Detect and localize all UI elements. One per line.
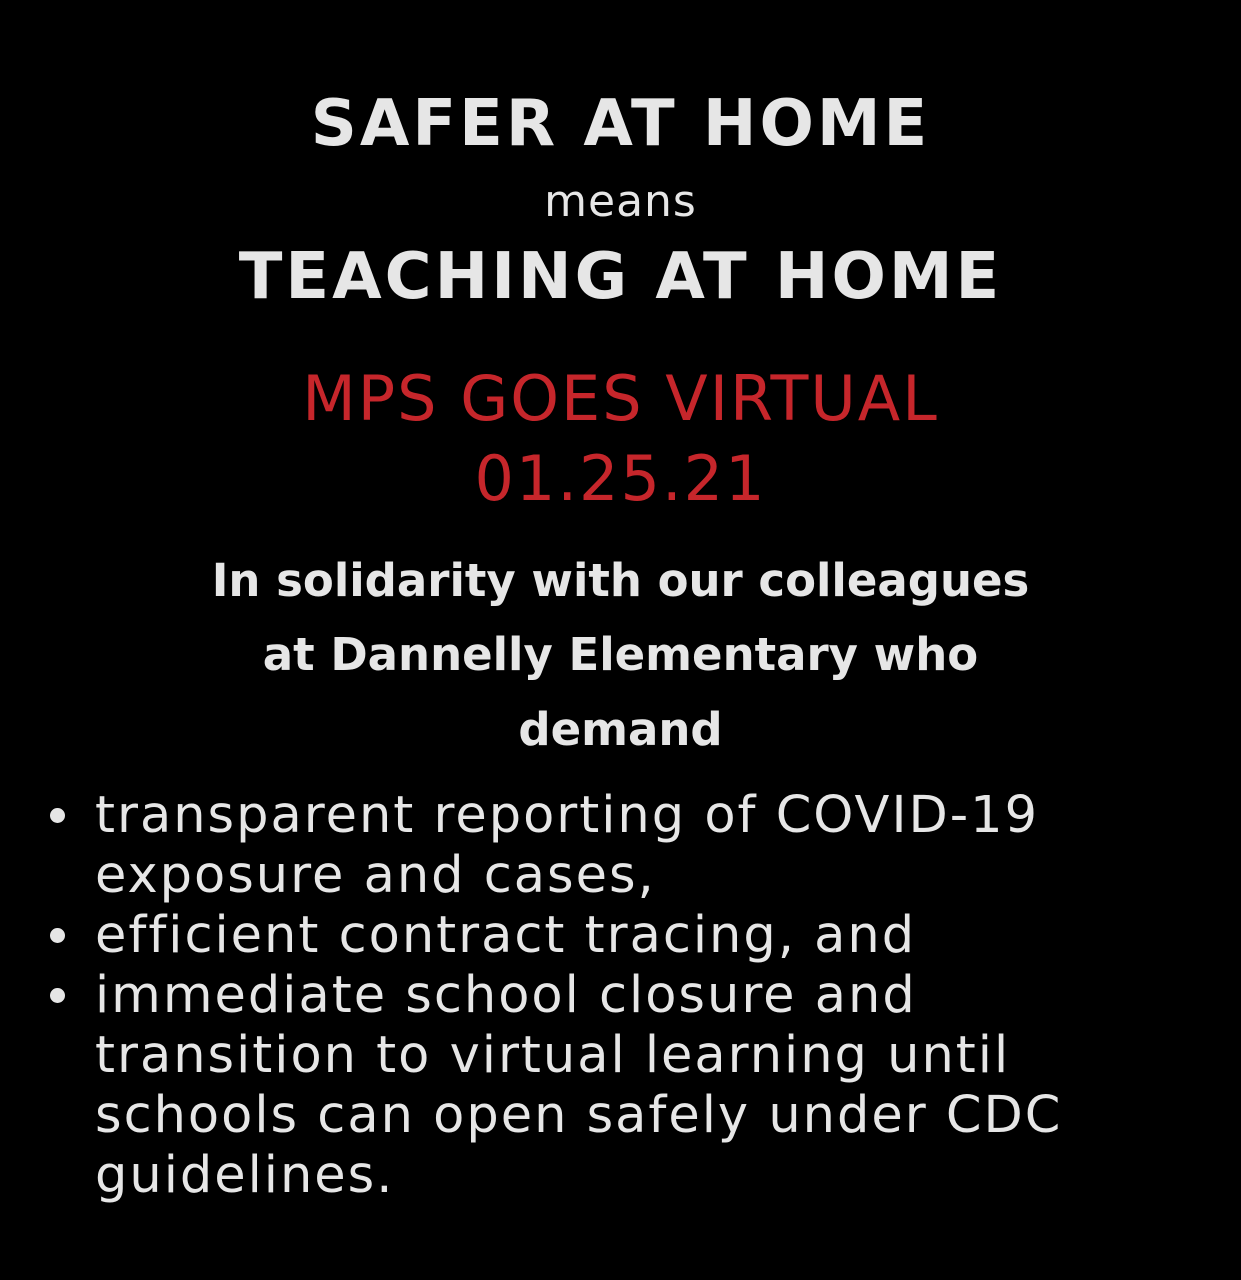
demand-line: transparent reporting of COVID-19 (95, 786, 1040, 845)
bullet-dot-icon (50, 928, 65, 943)
announcement-date: 01.25.21 (474, 442, 767, 515)
demand-item (48, 906, 1208, 966)
headline-safer-at-home: SAFER AT HOME (310, 87, 931, 161)
bullet-dot-icon (50, 988, 65, 1003)
headline-teaching-at-home: TEACHING AT HOME (238, 240, 1003, 314)
demands-list (48, 786, 1208, 1206)
connector-means: means (544, 176, 697, 227)
solidarity-line-1: In solidarity with our colleagues (211, 554, 1030, 607)
announcement-mps-goes-virtual: MPS GOES VIRTUAL (302, 362, 939, 435)
demand-item (48, 966, 1208, 1206)
demand-item (48, 786, 1208, 906)
demand-line: exposure and cases, (95, 846, 656, 905)
demand-line: immediate school closure and (95, 966, 917, 1025)
bullet-dot-icon (50, 808, 65, 823)
solidarity-line-2: at Dannelly Elementary who (262, 628, 979, 681)
demand-line: efficient contract tracing, and (95, 906, 917, 965)
demand-line: transition to virtual learning until (95, 1026, 1011, 1085)
demand-line: schools can open safely under CDC (95, 1086, 1063, 1145)
solidarity-line-3: demand (518, 703, 723, 756)
demand-line: guidelines. (95, 1146, 395, 1205)
